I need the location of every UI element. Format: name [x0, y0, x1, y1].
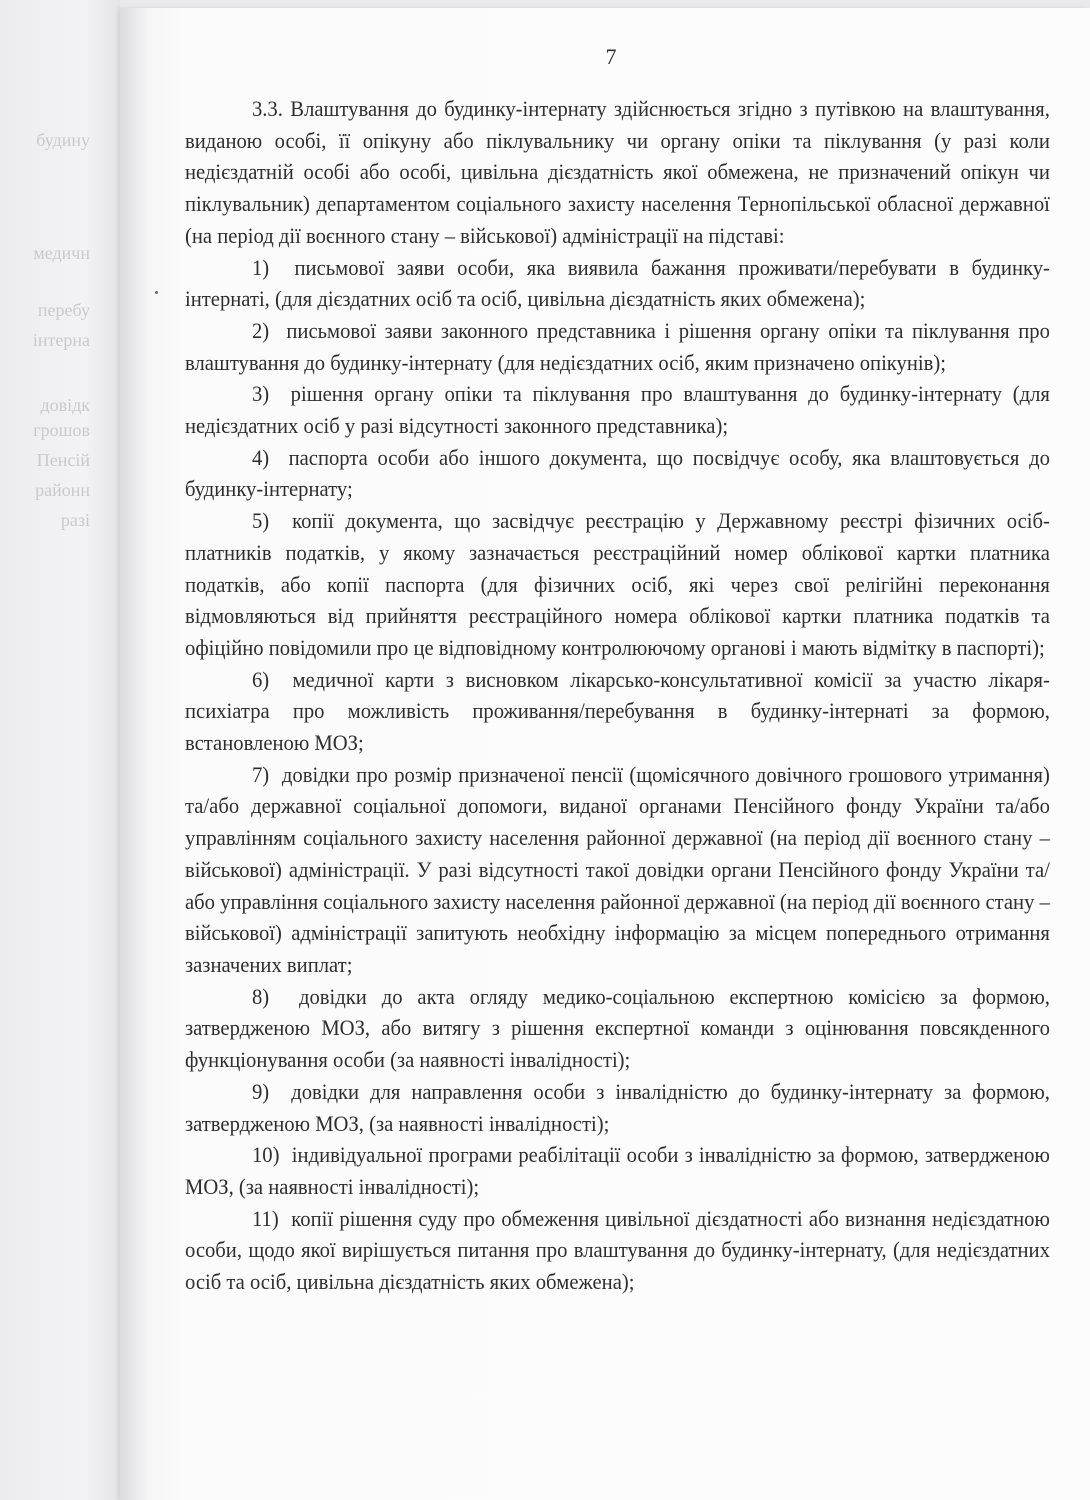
bleed-text: Пенсій [36, 450, 90, 470]
list-item-number: 11) [251, 1205, 279, 1231]
previous-page-edge [0, 0, 120, 1500]
scan-speck [155, 291, 158, 294]
list-item-text: письмової заяви особи, яка виявила бажання проживати/перебувати в будинку-інтернаті, (для дієздатних осіб та осіб, цивільна дієздатність яких обмежена); [185, 254, 1050, 312]
bleed-text: інтерна [32, 330, 90, 350]
page-number: 7 [605, 44, 617, 69]
list-item-number: 5) [251, 508, 270, 534]
list-item [185, 378, 1050, 441]
list-item [185, 1076, 1050, 1139]
bleed-text: районн [35, 480, 90, 500]
list-item-text: рішення органу опіки та піклування про влаштування до будинку-інтернату (для недієздатних осіб у разі відсутності законного представника); [185, 381, 1050, 439]
list-item-number: 7) [251, 761, 270, 787]
list-item-text: письмової заяви законного представника і рішення органу опіки та піклування про влаштування до будинку-інтернату (для недієздатних осіб, яким призначено опікунів); [185, 317, 1050, 375]
list-item [185, 505, 1050, 664]
list-item-text: індивідуальної програми реабілітації особи з інвалідністю за формою, затвердженою МОЗ, (за наявності інвалідності); [185, 1142, 1050, 1199]
bleed-text: разі [60, 510, 90, 530]
list-item [185, 1203, 1050, 1298]
list-item-number: 6) [251, 666, 270, 692]
list-item-text: довідки для направлення особи з інвалідністю до будинку-інтернату за формою, затвердженою МОЗ, (за наявності інвалідності); [185, 1078, 1050, 1136]
bleed-text: довідк [40, 395, 90, 415]
list-item [185, 664, 1050, 759]
list-item-text: копії рішення суду про обмеження цивільної дієздатності або визнання недієздатною особи, щодо якої вирішується питання про влаштування до будинку-інтернату, (для недієздатних осіб та осіб, цивільна дієздатність яких обмежена); [185, 1205, 1050, 1295]
list-item [185, 759, 1050, 981]
list-item [185, 1139, 1050, 1202]
list-item-number: 4) [251, 444, 270, 470]
list-item-text: медичної карти з висновком лікарсько-консультативної комісії за участю лікаря-психіатра про можливість проживання/перебування в будинку-інтернаті за формою, встановленою МОЗ; [185, 666, 1050, 756]
list-item-number: 8) [251, 983, 270, 1009]
requirement-list [185, 252, 1050, 1298]
list-item-number: 2) [251, 317, 270, 343]
list-item [185, 442, 1050, 505]
document-body [185, 93, 1050, 1298]
list-item [185, 315, 1050, 378]
bleed-text: грошов [33, 420, 90, 440]
list-item-number: 3) [251, 381, 270, 407]
list-item-number: 9) [251, 1078, 270, 1104]
list-item-number: 1) [251, 254, 270, 280]
list-item-text: паспорта особи або іншого документа, що посвідчує особу, яка влаштовується до будинку-інтернату; [185, 444, 1050, 502]
bleed-text: медичн [33, 243, 90, 263]
bleed-text: перебу [37, 300, 90, 320]
list-item-number: 10) [251, 1142, 280, 1168]
section-intro: 3.3. Влаштування до будинку-інтернату здійснюється згідно з путівкою на влаштування, виданою особі, її опікуну або піклувальнику чи органу опіки та піклування (у разі коли недієздатній особі або особі, цивільна дієздатність якої обмежена, не призначений опікун чи піклувальник) департаментом соціального захисту населення Тернопільської обласної державної (на період дії воєнного стану – військової) адміністрації на підставі: [185, 96, 1050, 248]
document-page [120, 8, 1090, 1500]
list-item [185, 981, 1050, 1076]
list-item-text: довідки до акта огляду медико-соціальною експертною комісією за формою, затвердженою МОЗ, або витягу з рішення експертної команди з оцінювання повсякденного функціонування особи (за наявності інвалідності); [185, 983, 1050, 1073]
list-item-text: копії документа, що засвідчує реєстрацію у Державному реєстрі фізичних осіб-платників податків, у якому зазначається реєстраційний номер облікової картки платника податків, або копії паспорта (для фізичних осіб, які через свої релігійні переконання відмовляються від прийняття реєстраційного номера облікової картки платника податків та офіційно повідомили про це відповідному контролюючому органові і мають відмітку в паспорті); [185, 508, 1050, 660]
list-item-text: довідки про розмір призначеної пенсії (щомісячного довічного грошового утримання) та/або державної соціальної допомоги, виданої органами Пенсійного фонду України та/або управлінням соціального захисту населення районної державної (на період дії воєнного стану – військової) адміністрації. У разі відсутності такої довідки органи Пенсійного фонду України та/або управління соціального захисту населення районної державної (на період дії воєнного стану – військової) адміністрації запитують необхідну інформацію за місцем попереднього отримання зазначених виплат; [185, 761, 1050, 977]
list-item [185, 252, 1050, 315]
bleed-text: будину [36, 130, 90, 150]
